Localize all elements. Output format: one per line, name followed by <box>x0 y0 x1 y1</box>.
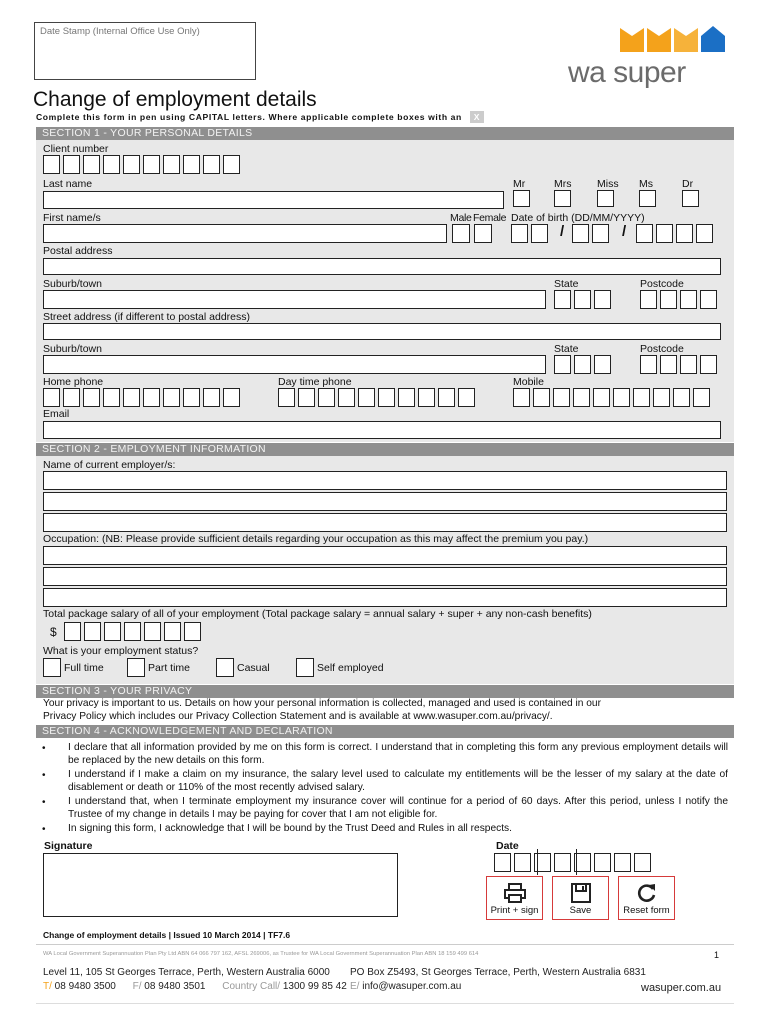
email-contact-value[interactable]: info@wasuper.com.au <box>362 981 462 992</box>
title-mr-label: Mr <box>513 178 526 190</box>
declaration-item-1: I declare that all information provided by me on this form is correct. I understand that in completing this form any previous employment details will be replaced by the new details on this form. <box>68 742 728 766</box>
logo-blue-shape <box>701 26 725 52</box>
contact-line <box>43 981 347 992</box>
state-boxes-1[interactable] <box>554 290 611 309</box>
signature-field[interactable] <box>43 853 398 917</box>
section3-header: SECTION 3 - YOUR PRIVACY <box>36 685 734 698</box>
full-time-checkbox[interactable] <box>43 658 61 677</box>
section2-header: SECTION 2 - EMPLOYMENT INFORMATION <box>36 443 734 456</box>
bullet-3: • <box>42 797 46 808</box>
floppy-disk-icon <box>570 883 592 903</box>
employer-field-1[interactable] <box>43 471 727 490</box>
bullet-2: • <box>42 770 46 781</box>
first-names-field[interactable] <box>43 224 447 243</box>
print-sign-button[interactable] <box>486 876 543 920</box>
declaration-item-2: I understand if I make a claim on my insurance, the salary level used to calculate my entitlements will be the lesser of my salary at the date of disablement or death or 110% of the most recently advised salary. <box>68 769 728 793</box>
phone-value: 08 9480 3500 <box>54 981 116 992</box>
title-dr-checkbox[interactable] <box>682 190 699 207</box>
employer-field-3[interactable] <box>43 513 727 532</box>
part-time-label: Part time <box>148 662 191 674</box>
status-question: What is your employment status? <box>43 645 199 657</box>
declaration-item-4: In signing this form, I acknowledge that I will be bound by the Trust Deed and Rules in all respects. <box>68 823 512 834</box>
dob-month-boxes[interactable] <box>572 224 609 243</box>
website-link[interactable]: wasuper.com.au <box>641 982 722 994</box>
page-title: Change of employment details <box>33 88 317 111</box>
date-stamp-label: Date Stamp (Internal Office Use Only) <box>40 26 200 37</box>
postcode-boxes-2[interactable] <box>640 355 717 374</box>
last-name-field[interactable] <box>43 191 504 209</box>
title-miss-checkbox[interactable] <box>597 190 614 207</box>
title-ms-checkbox[interactable] <box>639 190 656 207</box>
logo-orange-shape-3 <box>674 28 698 52</box>
dob-year-boxes[interactable] <box>636 224 713 243</box>
date-slash-mark-2 <box>576 849 577 875</box>
postal-address-label: Postal address <box>43 245 113 257</box>
casual-label: Casual <box>237 662 270 674</box>
title-miss-label: Miss <box>597 178 619 190</box>
po-box-address: PO Box Z5493, St Georges Terrace, Perth, Western Australia 6831 <box>350 967 646 978</box>
client-number-boxes[interactable] <box>43 155 240 174</box>
day-phone-boxes[interactable] <box>278 388 475 407</box>
employer-label: Name of current employer/s: <box>43 459 176 471</box>
logo-text: wa super <box>568 56 686 89</box>
occupation-label: Occupation: (NB: Please provide sufficient details regarding your occupation as this may affect the premium you pay.) <box>43 533 589 545</box>
postal-address-field[interactable] <box>43 258 721 275</box>
country-call-value: 1300 99 85 42 <box>282 981 347 992</box>
logo-orange-shape-2 <box>647 28 671 52</box>
email-contact-label: E/ <box>350 981 360 992</box>
instruction-text: Complete this form in pen using CAPITAL letters. Where applicable complete boxes with an <box>36 112 462 122</box>
postcode-boxes-1[interactable] <box>640 290 717 309</box>
title-mrs-label: Mrs <box>554 178 572 190</box>
reset-form-button[interactable] <box>618 876 675 920</box>
male-checkbox[interactable] <box>452 224 470 243</box>
mobile-boxes[interactable] <box>513 388 710 407</box>
email-label: Email <box>43 408 70 420</box>
privacy-text-1: Your privacy is important to us. Details on how your personal information is collected, managed and used is contained in our <box>43 698 601 709</box>
street-address-label: Street address (if different to postal address) <box>43 311 250 323</box>
occupation-field-1[interactable] <box>43 546 727 565</box>
footer-divider-bottom <box>36 1003 734 1004</box>
salary-boxes[interactable] <box>64 622 201 641</box>
suburb-field-2[interactable] <box>43 355 546 374</box>
female-label: Female <box>473 212 507 224</box>
street-address-field[interactable] <box>43 323 721 340</box>
dollar-sign: $ <box>50 625 57 639</box>
full-time-label: Full time <box>64 662 104 674</box>
section1-header: SECTION 1 - YOUR PERSONAL DETAILS <box>36 127 734 140</box>
signature-date-boxes[interactable] <box>494 853 651 872</box>
suburb-label-1: Suburb/town <box>43 278 102 290</box>
occupation-field-3[interactable] <box>43 588 727 607</box>
date-label: Date <box>496 840 519 852</box>
title-mr-checkbox[interactable] <box>513 190 530 207</box>
title-mrs-checkbox[interactable] <box>554 190 571 207</box>
country-call-label: Country Call/ <box>222 981 281 992</box>
self-employed-label: Self employed <box>317 662 384 674</box>
postcode-label-2: Postcode <box>640 343 684 355</box>
day-phone-label: Day time phone <box>278 376 352 388</box>
page-number: 1 <box>714 950 720 960</box>
casual-checkbox[interactable] <box>216 658 234 677</box>
occupation-field-2[interactable] <box>43 567 727 586</box>
dob-slash-1: / <box>560 223 565 240</box>
last-name-label: Last name <box>43 178 93 190</box>
female-checkbox[interactable] <box>474 224 492 243</box>
salary-label: Total package salary of all of your employment (Total package salary = annual salary + super + any non-cash benefits) <box>43 608 592 620</box>
dob-day-boxes[interactable] <box>511 224 548 243</box>
state-boxes-2[interactable] <box>554 355 611 374</box>
declaration-item-3: I understand that, when I terminate employment my insurance cover will continue for a period of 60 days. After this period, unless I notify the Trustee of my change in details I may be paying for cover that I am not eligible for. <box>68 796 728 820</box>
bullet-1: • <box>42 743 46 754</box>
wa-super-logo <box>560 22 730 94</box>
reset-form-label: Reset form <box>623 905 670 916</box>
bullet-4: • <box>42 824 46 835</box>
part-time-checkbox[interactable] <box>127 658 145 677</box>
first-names-label: First name/s <box>43 212 101 224</box>
section4-header: SECTION 4 - ACKNOWLEDGEMENT AND DECLARATION <box>36 725 734 738</box>
fax-label: F/ <box>132 981 142 992</box>
save-label: Save <box>569 905 592 916</box>
title-ms-label: Ms <box>639 178 653 190</box>
client-number-label: Client number <box>43 143 109 155</box>
title-dr-label: Dr <box>682 178 694 190</box>
date-stamp-box <box>34 22 256 80</box>
dob-label: Date of birth (DD/MM/YYYY) <box>511 212 645 224</box>
home-phone-label: Home phone <box>43 376 104 388</box>
suburb-field-1[interactable] <box>43 290 546 309</box>
footer-divider-top <box>36 944 734 945</box>
postcode-label-1: Postcode <box>640 278 684 290</box>
office-address: Level 11, 105 St Georges Terrace, Perth, Western Australia 6000 <box>43 967 330 978</box>
dob-slash-2: / <box>622 223 627 240</box>
logo-orange-shape-1 <box>620 28 644 52</box>
self-employed-checkbox[interactable] <box>296 658 314 677</box>
mobile-label: Mobile <box>513 376 544 388</box>
printer-icon <box>504 883 526 903</box>
state-label-2: State <box>554 343 579 355</box>
fax-value: 08 9480 3501 <box>144 981 206 992</box>
signature-label: Signature <box>44 840 93 852</box>
home-phone-boxes[interactable] <box>43 388 240 407</box>
form-instruction <box>36 111 484 123</box>
state-label-1: State <box>554 278 579 290</box>
instruction-x-mark: X <box>470 111 484 123</box>
date-slash-mark-1 <box>537 849 538 875</box>
email-line <box>350 981 461 992</box>
form-info: Change of employment details | Issued 10 March 2014 | TF7.6 <box>43 930 291 940</box>
print-sign-label: Print + sign <box>490 905 539 916</box>
logo-mark-icon <box>560 22 730 56</box>
trustee-info: WA Local Government Superannuation Plan Pty Ltd ABN 64 066 797 162, AFSL 269006, as Trustee for WA Local Government Superannuation Plan ABN 18 159 499 614 <box>43 951 479 957</box>
male-label: Male <box>450 212 472 224</box>
suburb-label-2: Suburb/town <box>43 343 102 355</box>
refresh-icon <box>636 883 658 903</box>
email-field[interactable] <box>43 421 721 439</box>
privacy-text-2: Privacy Policy which includes our Privacy Collection Statement and is available at www.wasuper.com.au/privacy/. <box>43 711 553 722</box>
save-button[interactable] <box>552 876 609 920</box>
employer-field-2[interactable] <box>43 492 727 511</box>
phone-label: T/ <box>43 981 52 992</box>
